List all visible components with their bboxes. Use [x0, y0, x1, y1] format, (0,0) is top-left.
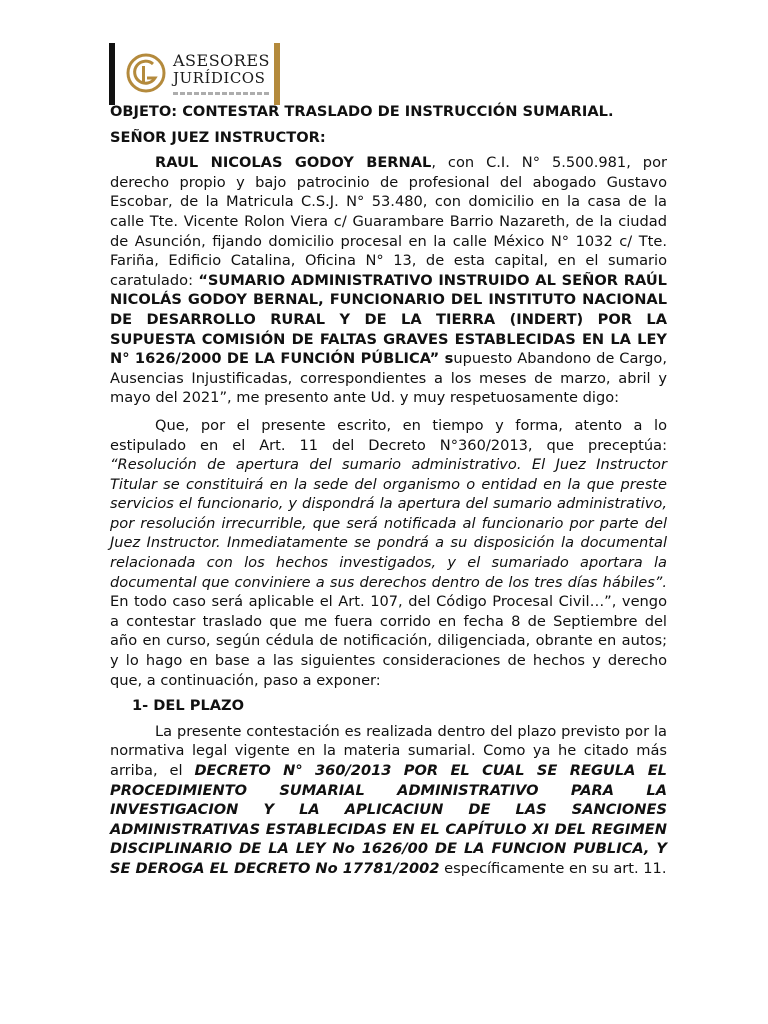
case-title: “SUMARIO ADMINISTRATIVO INSTRUIDO AL SEÑOR RAÚL NICOLÁS GODOY BERNAL, FUNCIONARIO DEL INSTITUTO NACIONAL DE DESARROLLO RURAL Y DE LA TIERRA (INDERT) POR LA SUPUESTA COMISIÓN DE FALTAS GRAVES ESTABLECIDAS EN LA LEY N° 1626/2000 DE LA FUNCIÓN PÚBLICA” s: [110, 271, 667, 368]
paragraph-plazo: [110, 722, 667, 879]
decree-quote: “Resolución de apertura del sumario administrativo. El Juez Instructor Titular se constituirá en la sede del organismo o entidad en la que preste servicios el funcionario, y dispondrá la apertura del sumario administrativo, por resolución irrecurrible, que será notificada al funcionario por parte del Juez Instructor. Inmediatamente se pondrá a su disposición la documental relacionada con los hechos investigados, y el sumariado aportara la documental que conviniere a sus derechos dentro de los tres días hábiles”.: [110, 456, 667, 591]
subject-heading: OBJETO: CONTESTAR TRASLADO DE INSTRUCCIÓN SUMARIAL.: [110, 103, 614, 120]
paragraph-statement: [110, 416, 667, 690]
statement-text-a: Que, por el presente escrito, en tiempo y forma, atento a lo estipulado en el Art. 11 del Decreto N°360/2013, que preceptúa:: [110, 416, 667, 454]
paragraph-introduction: [110, 153, 667, 408]
contact-details-line: [173, 92, 269, 95]
document-body: [110, 102, 667, 879]
gd-monogram-logo-icon: [125, 52, 167, 94]
brand-name-line1: ASESORES: [173, 51, 270, 70]
section-heading-plazo: 1- DEL PLAZO: [132, 697, 245, 715]
intro-text-b: upuesto Abandono de Cargo, Ausencias Injustificadas, correspondientes a los meses de marzo, abril y mayo del 2021”, me presento ante Ud. y muy respetuosamente digo:: [110, 350, 667, 407]
statement-text-b: En todo caso será aplicable el Art. 107, del Código Procesal Civil…”, vengo a contestar traslado que me fuera corrido en fecha 8 de Septiembre del año en curso, según cédula de notificación, diligenciada, obrante en autos; y lo hago en base a las siguientes consideraciones de hechos y derecho que, a continuación, paso a exponer:: [110, 593, 667, 689]
brand-name-line2: JURÍDICOS: [173, 69, 266, 87]
plazo-text-a: La presente contestación es realizada dentro del plazo previsto por la normativa legal vigente en la materia sumarial. Como ya he citado más arriba, el: [110, 722, 667, 779]
letterhead: [109, 40, 281, 106]
addressee-heading: SEÑOR JUEZ INSTRUCTOR:: [110, 128, 326, 146]
decree-title: DECRETO N° 360/2013 POR EL CUAL SE REGULA EL PROCEDIMIENTO SUMARIAL ADMINISTRATIVO PARA LA INVESTIGACION Y LA APLICACIUN DE LAS SANCIONES ADMINISTRATIVAS ESTABLECIDAS EN EL CAPÍTULO XI DEL REGIMEN DISCIPLINARIO DE LA LEY No 1626/00 DE LA FUNCION PUBLICA, Y SE DEROGA EL DECRETO No 17781/2002: [110, 762, 667, 877]
petitioner-name: RAUL NICOLAS GODOY BERNAL: [155, 154, 432, 172]
plazo-text-b: específicamente en su art. 11.: [439, 859, 667, 877]
letterhead-black-bar: [109, 43, 115, 105]
intro-text-a: , con C.I. N° 5.500.981, por derecho propio y bajo patrocinio de profesional del abogado Gustavo Escobar, de la Matricula C.S.J. N° 53.480, con domicilio en la casa de la calle Tte. Vicente Rolon Viera c/ Guarambare Barrio Nazareth, de la ciudad de Asunción, fijando domicilio procesal en la calle México N° 1032 c/ Tte. Fariña, Edificio Catalina, Oficina N° 13, de esta capital, en el sumario caratulado:: [110, 154, 667, 289]
letterhead-gold-bar: [274, 43, 280, 105]
